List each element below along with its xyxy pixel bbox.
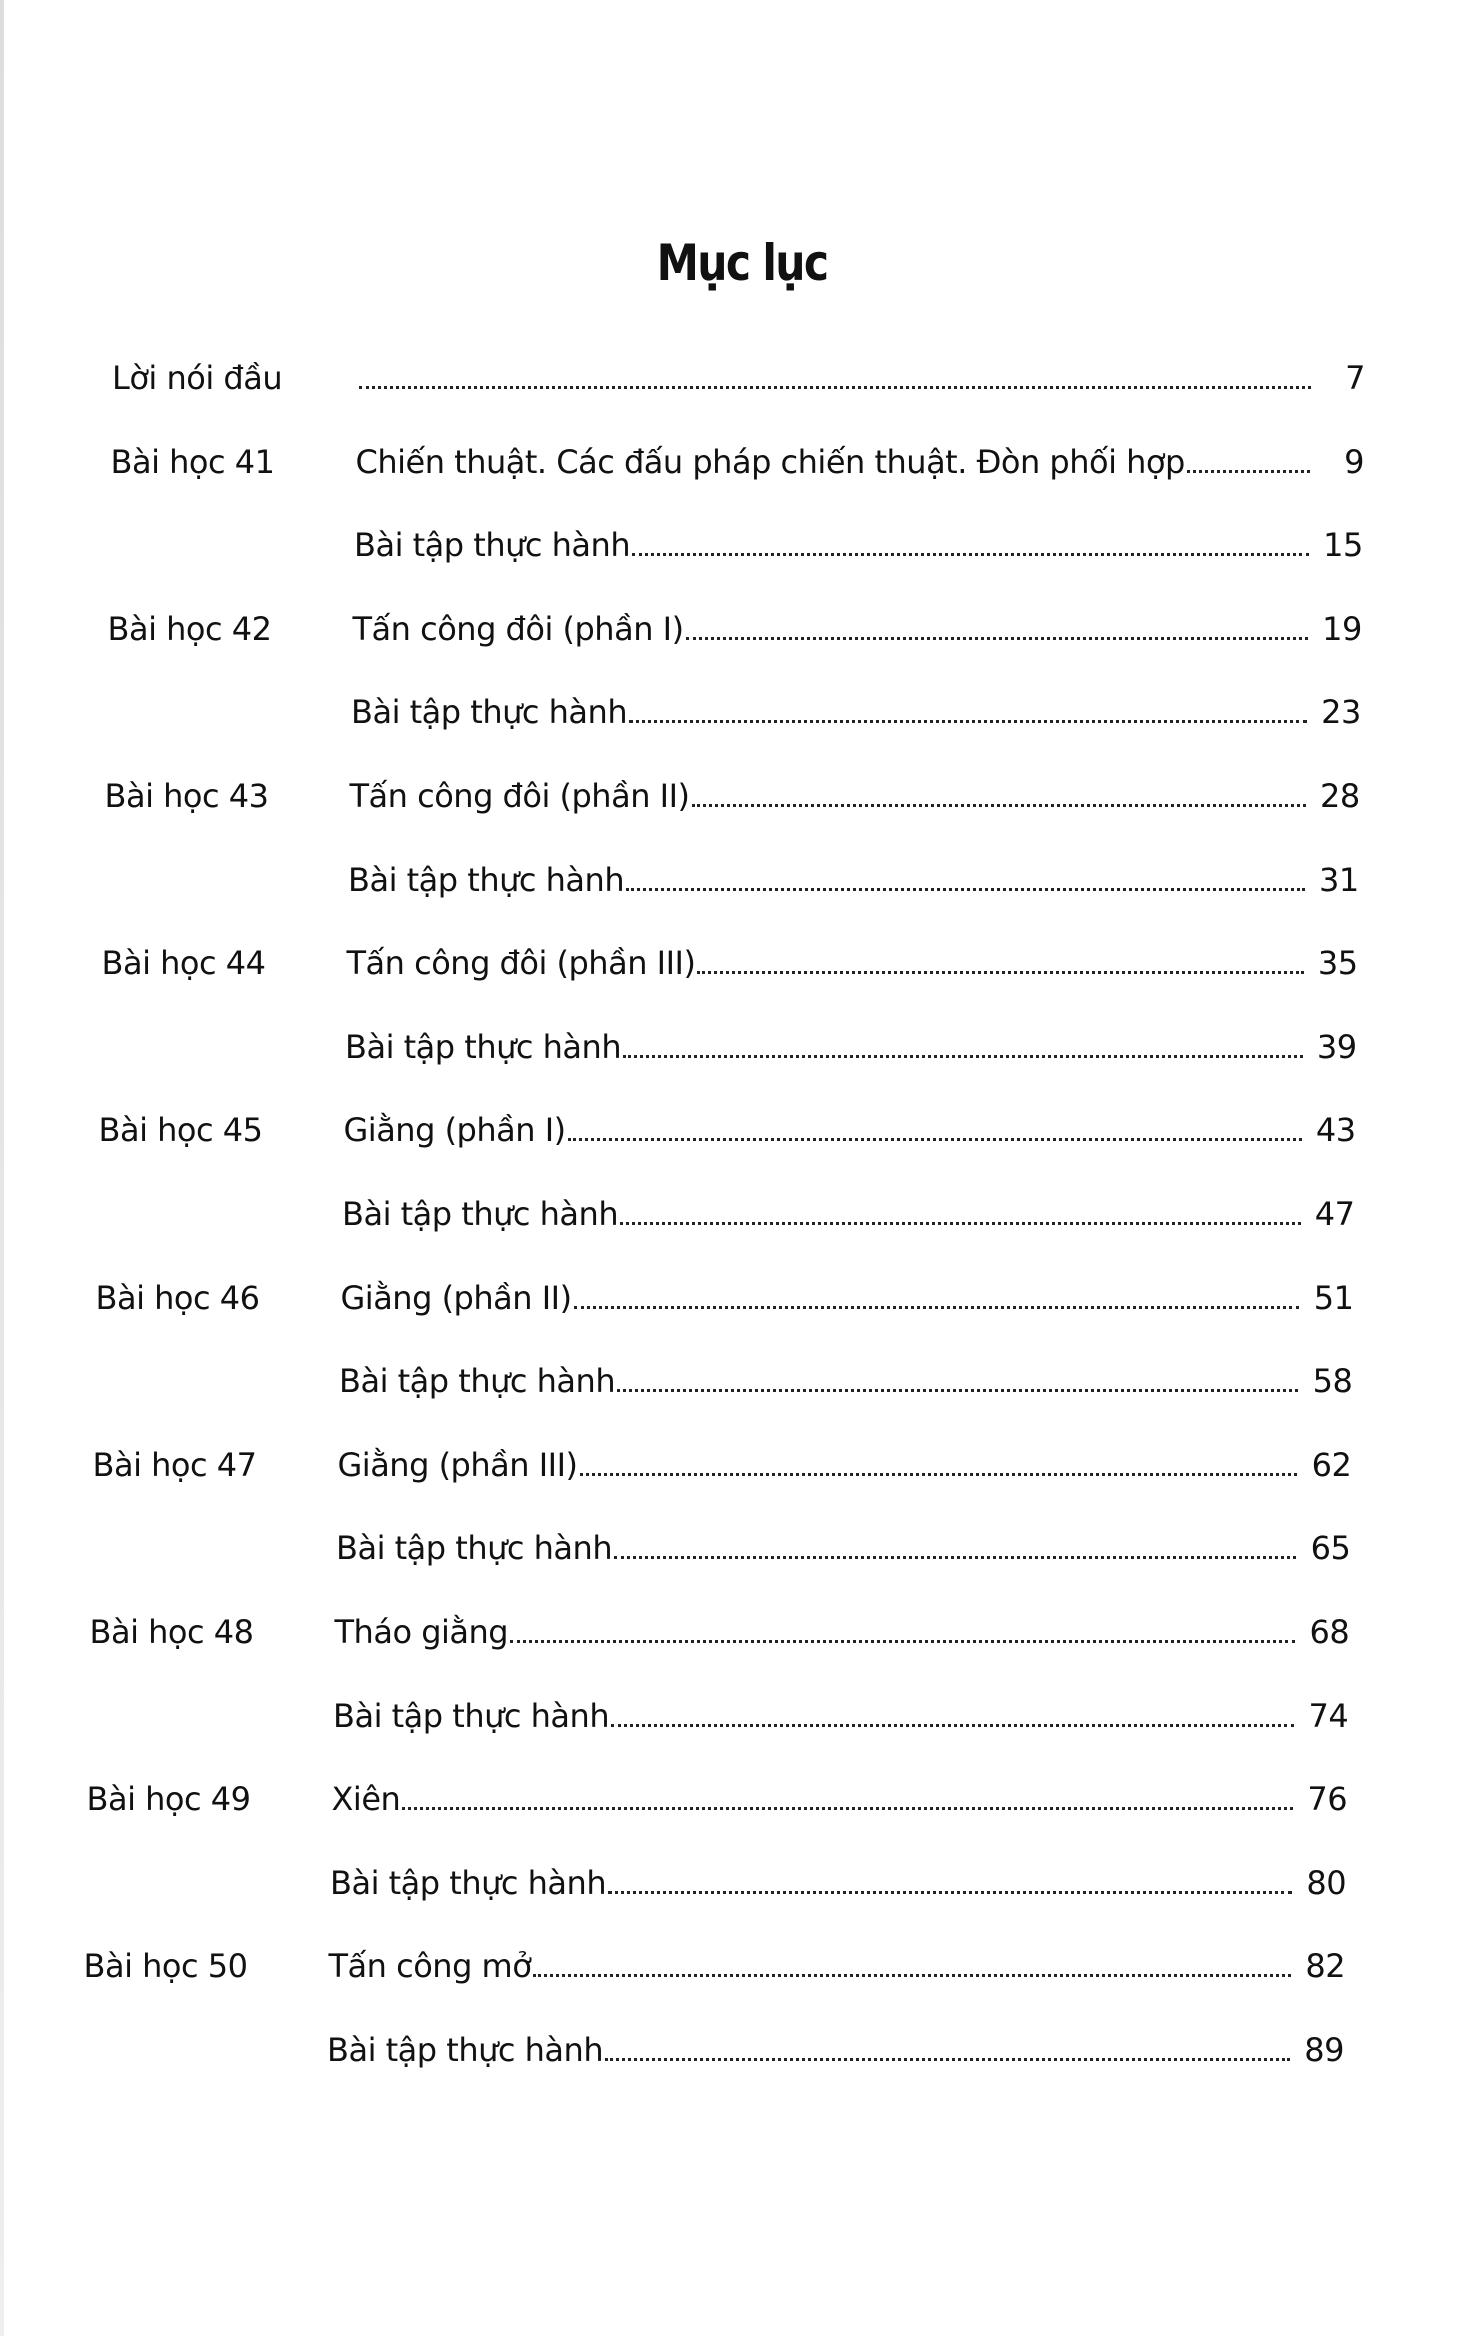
entry-line bbox=[333, 1697, 1304, 1735]
page-number: 43 bbox=[1315, 1111, 1356, 1150]
dot-leader bbox=[568, 1138, 1302, 1141]
lesson-label: Bài học 41 bbox=[110, 442, 275, 481]
entry-title: Tháo giằng bbox=[334, 1613, 509, 1651]
entry-line bbox=[353, 610, 1318, 648]
dot-leader bbox=[605, 2058, 1290, 2061]
toc-entry[interactable] bbox=[111, 429, 1364, 481]
entry-line bbox=[339, 1362, 1308, 1400]
entry-title: Bài tập thực hành bbox=[345, 1027, 622, 1066]
page-number: 35 bbox=[1317, 944, 1358, 983]
lesson-label: Bài học 43 bbox=[104, 777, 269, 815]
dot-leader bbox=[620, 1222, 1300, 1225]
dot-leader bbox=[574, 1306, 1300, 1309]
page-number: 15 bbox=[1323, 526, 1363, 565]
entry-line bbox=[354, 526, 1319, 564]
dot-leader bbox=[632, 553, 1309, 556]
toc-entry[interactable] bbox=[100, 1014, 1357, 1066]
entry-title: Giằng (phần II) bbox=[340, 1278, 572, 1317]
page-number: 62 bbox=[1311, 1445, 1352, 1484]
lesson-label: Bài học 44 bbox=[101, 944, 266, 983]
entry-title: Bài tập thực hành bbox=[330, 1863, 607, 1902]
page-number: 39 bbox=[1316, 1027, 1357, 1066]
toc-entry[interactable] bbox=[93, 1432, 1352, 1484]
page-number: 65 bbox=[1310, 1529, 1351, 1568]
entry-line bbox=[336, 1529, 1306, 1567]
entry-title: Bài tập thực hành bbox=[327, 2031, 604, 2069]
dot-leader bbox=[614, 1556, 1296, 1559]
entry-title: Tấn công mở bbox=[328, 1947, 532, 1986]
entry-line bbox=[327, 2031, 1300, 2069]
toc-entry[interactable] bbox=[106, 679, 1361, 731]
entry-line bbox=[357, 386, 1321, 397]
page-number: 68 bbox=[1309, 1613, 1350, 1651]
dot-leader bbox=[359, 386, 1311, 389]
page-number: 7 bbox=[1345, 359, 1365, 397]
toc-entry[interactable] bbox=[102, 930, 1358, 982]
entry-title: Xiên bbox=[331, 1780, 401, 1819]
entry-line bbox=[329, 1947, 1302, 1985]
toc-entry[interactable] bbox=[94, 1348, 1352, 1400]
entry-title: Tấn công đôi (phần III) bbox=[346, 944, 696, 983]
entry-title: Bài tập thực hành bbox=[348, 860, 625, 899]
entry-line bbox=[350, 777, 1316, 815]
entry-line bbox=[332, 1780, 1304, 1818]
lesson-label: Bài học 49 bbox=[86, 1780, 251, 1819]
dot-leader bbox=[580, 1473, 1298, 1476]
entry-line bbox=[351, 693, 1317, 731]
toc-entry[interactable] bbox=[99, 1097, 1356, 1149]
dot-leader bbox=[1187, 470, 1310, 473]
lesson-label: Bài học 45 bbox=[98, 1111, 263, 1150]
entry-title: Bài tập thực hành bbox=[342, 1195, 619, 1233]
dot-leader bbox=[533, 1974, 1291, 1977]
dot-leader bbox=[626, 888, 1305, 891]
page-number: 23 bbox=[1321, 693, 1361, 732]
page-title: Mục lục bbox=[656, 233, 828, 292]
dot-leader bbox=[510, 1640, 1295, 1643]
toc-entry[interactable] bbox=[90, 1599, 1350, 1651]
lesson-label: Bài học 50 bbox=[83, 1947, 248, 1986]
toc-entry[interactable] bbox=[88, 1683, 1348, 1735]
page-number: 51 bbox=[1313, 1278, 1354, 1317]
toc-entry[interactable] bbox=[108, 596, 1362, 648]
page-number: 9 bbox=[1344, 442, 1364, 481]
toc-entry[interactable] bbox=[82, 2017, 1344, 2069]
page-number: 47 bbox=[1314, 1195, 1355, 1233]
lesson-label: Bài học 47 bbox=[92, 1445, 257, 1484]
lesson-label: Bài học 42 bbox=[107, 609, 272, 648]
entry-line bbox=[338, 1446, 1308, 1484]
entry-title: Tấn công đôi (phần II) bbox=[349, 777, 690, 815]
toc-entry[interactable] bbox=[103, 847, 1359, 899]
dot-leader bbox=[623, 1055, 1303, 1058]
entry-line bbox=[341, 1279, 1310, 1317]
lesson-label: Bài học 48 bbox=[89, 1613, 254, 1651]
entry-line bbox=[347, 944, 1314, 982]
lesson-label: Bài học 46 bbox=[95, 1278, 260, 1317]
entry-title: Bài tập thực hành bbox=[354, 526, 631, 565]
entry-line bbox=[335, 1613, 1306, 1651]
page-number: 28 bbox=[1320, 777, 1360, 815]
page-number: 74 bbox=[1308, 1696, 1349, 1735]
dot-leader bbox=[692, 804, 1306, 807]
entry-title: Giằng (phần III) bbox=[337, 1445, 578, 1484]
toc-entry[interactable] bbox=[91, 1515, 1350, 1567]
toc-entry[interactable] bbox=[112, 345, 1365, 397]
dot-leader bbox=[402, 1807, 1293, 1810]
page-number: 19 bbox=[1322, 609, 1362, 648]
entry-title: Tấn công đôi (phần I) bbox=[352, 609, 684, 648]
page-number: 76 bbox=[1307, 1780, 1348, 1819]
toc-entry[interactable] bbox=[96, 1265, 1354, 1317]
dot-leader bbox=[611, 1724, 1294, 1727]
entry-line bbox=[342, 1195, 1311, 1233]
entry-line bbox=[348, 861, 1315, 899]
dot-leader bbox=[617, 1389, 1298, 1392]
entry-line bbox=[330, 1864, 1302, 1902]
lesson-label: Lời nói đầu bbox=[112, 359, 283, 397]
page-number: 82 bbox=[1305, 1947, 1346, 1986]
entry-title: Giằng (phần I) bbox=[343, 1111, 566, 1150]
toc-entry[interactable] bbox=[84, 1933, 1346, 1985]
page-number: 31 bbox=[1318, 860, 1359, 899]
dot-leader bbox=[608, 1891, 1292, 1894]
page-number: 89 bbox=[1304, 2031, 1344, 2069]
entry-line bbox=[345, 1028, 1313, 1066]
entry-line bbox=[356, 443, 1320, 481]
toc-entry[interactable] bbox=[105, 763, 1360, 815]
entry-title: Bài tập thực hành bbox=[336, 1529, 613, 1568]
page-number: 58 bbox=[1312, 1362, 1353, 1401]
entry-title: Bài tập thực hành bbox=[351, 693, 628, 732]
dot-leader bbox=[629, 720, 1307, 723]
entry-title: Bài tập thực hành bbox=[333, 1696, 610, 1735]
toc-entry[interactable] bbox=[87, 1766, 1348, 1818]
entry-title: Chiến thuật. Các đấu pháp chiến thuật. Đòn phối hợp bbox=[355, 442, 1185, 481]
entry-title: Bài tập thực hành bbox=[339, 1362, 616, 1401]
entry-line bbox=[344, 1111, 1312, 1149]
toc-entry[interactable] bbox=[85, 1850, 1346, 1902]
toc-entry[interactable] bbox=[109, 512, 1363, 564]
toc-entry[interactable] bbox=[97, 1181, 1355, 1233]
dot-leader bbox=[697, 971, 1303, 974]
page-edge bbox=[0, 0, 4, 2336]
dot-leader bbox=[686, 637, 1308, 640]
page-number: 80 bbox=[1306, 1863, 1347, 1902]
